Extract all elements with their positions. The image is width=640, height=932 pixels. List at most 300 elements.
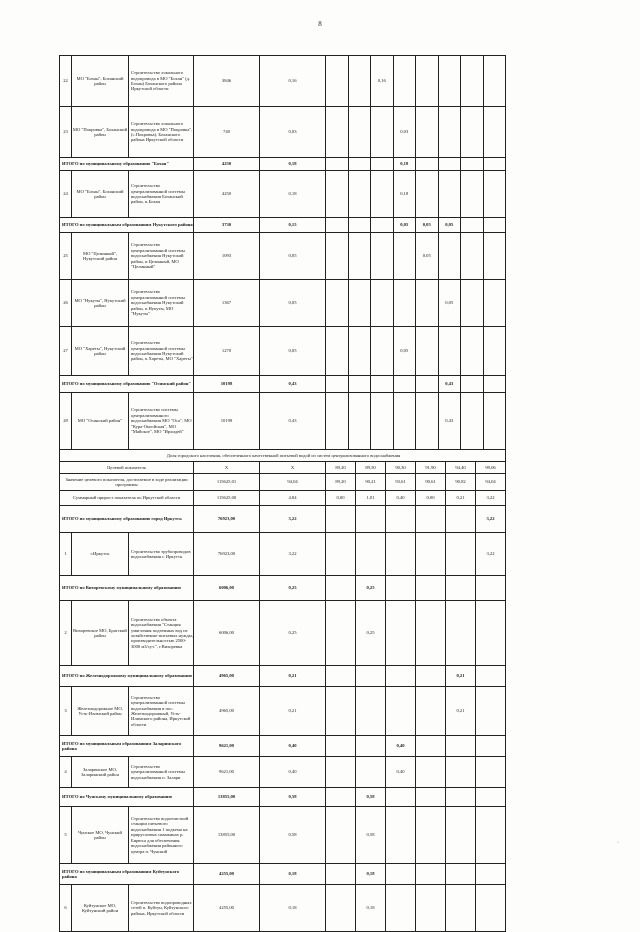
municipality-cell: Заларинское МО, Заларинский район — [72, 757, 129, 787]
cum-v2: 0,40 — [386, 491, 416, 505]
plan-v1: 90,21 — [356, 474, 386, 490]
table-row — [60, 807, 506, 864]
year-value-cell — [349, 393, 372, 449]
table-row — [60, 885, 506, 932]
cost-cell: 4250 — [194, 158, 260, 170]
year-value-cell: 0,58 — [356, 807, 386, 863]
cost-cell: 4965,00 — [194, 666, 260, 686]
indicator-cell: 0,05 — [260, 280, 326, 326]
year-value-cell — [476, 576, 506, 600]
cost-cell: 1270 — [194, 327, 260, 375]
plan-v4: 90,82 — [446, 474, 476, 490]
year-value-cell — [349, 376, 372, 392]
year-value-cell — [326, 107, 349, 157]
municipality-cell: г.Иркутск — [72, 533, 129, 575]
year-value-cell: 0,03 — [394, 107, 417, 157]
cost-cell: 10198 — [194, 393, 260, 449]
total-row — [60, 788, 506, 807]
row-number: 5 — [60, 807, 72, 863]
object-cell: Строительство трубопроводов водоснабжения г. Иркутск — [129, 533, 194, 575]
cost-cell: 740 — [194, 107, 260, 157]
object-cell: Строительство централизованной системы водоснабжения Боханский район, п.Бохан — [129, 171, 194, 217]
cum-v5: 3,22 — [476, 491, 506, 505]
year-value-cell — [326, 393, 349, 449]
year-value-cell — [484, 56, 507, 106]
plan-c2: 94,04 — [260, 474, 326, 490]
plan-v0: 89,20 — [326, 474, 356, 490]
year-value-cell — [326, 576, 356, 600]
year-value-cell — [326, 736, 356, 756]
year-value-cell — [484, 218, 507, 232]
municipality-cell: Чунское МО, Чунский район — [72, 807, 129, 863]
row-number: 2 — [60, 601, 72, 665]
indicator-cell: 0,18 — [260, 885, 326, 931]
year-value-cell — [476, 601, 506, 665]
row-number: 28 — [60, 393, 72, 449]
cum-row — [60, 491, 506, 506]
row-number: 23 — [60, 107, 72, 157]
year-value-cell — [326, 757, 356, 787]
year-value-cell — [416, 376, 439, 392]
year-value-cell — [416, 864, 446, 884]
section-title-row — [60, 450, 506, 462]
cum-v4: 0,21 — [446, 491, 476, 505]
year-value-cell — [386, 864, 416, 884]
table-row — [60, 601, 506, 666]
year-value-cell — [371, 233, 394, 279]
row-number: 24 — [60, 171, 72, 217]
year-value-cell — [326, 687, 356, 735]
indicator-cell: 0,25 — [260, 576, 326, 600]
indicator-cell: 0,03 — [260, 107, 326, 157]
object-cell: Строительство системы централизованного водоснабжения МО "Оса", МО "Кура-Онгойская", МО "Майское", МО "Ирхидей" — [129, 393, 194, 449]
year-value-cell — [439, 107, 462, 157]
total-row — [60, 218, 506, 233]
cost-cell: 13855,00 — [194, 788, 260, 806]
year-value-cell — [416, 327, 439, 375]
year-value-cell — [461, 327, 484, 375]
cum-v1: 1,01 — [356, 491, 386, 505]
table-row — [60, 56, 506, 107]
target-v4: 94,40 — [446, 462, 476, 473]
municipality-cell: МО "Хареты", Нукутский район — [72, 327, 129, 375]
year-value-cell — [326, 864, 356, 884]
municipality-cell: Куйтунское МО, Куйтунский район — [72, 885, 129, 931]
municipality-cell: МО "Нукуты", Нукутский район — [72, 280, 129, 326]
year-value-cell — [476, 885, 506, 931]
year-value-cell — [416, 280, 439, 326]
year-value-cell — [394, 376, 417, 392]
cum-c2: 4,84 — [260, 491, 326, 505]
total-row — [60, 376, 506, 393]
cost-cell: 76923,00 — [194, 506, 260, 532]
year-value-cell — [371, 393, 394, 449]
year-value-cell — [386, 666, 416, 686]
year-value-cell: 0,25 — [356, 576, 386, 600]
year-value-cell — [386, 788, 416, 806]
cost-cell: 13855,00 — [194, 807, 260, 863]
year-value-cell — [439, 327, 462, 375]
indicator-cell: 0,05 — [260, 233, 326, 279]
year-value-cell — [371, 171, 394, 217]
cost-cell: 3730 — [194, 218, 260, 232]
year-value-cell: 0,05 — [394, 218, 417, 232]
table-row — [60, 327, 506, 376]
year-value-cell — [326, 601, 356, 665]
indicator-cell: 0,40 — [260, 736, 326, 756]
year-value-cell — [484, 158, 507, 170]
year-value-cell — [446, 576, 476, 600]
year-value-cell — [416, 533, 446, 575]
year-value-cell — [386, 885, 416, 931]
year-value-cell — [371, 327, 394, 375]
year-value-cell — [484, 233, 507, 279]
year-value-cell — [349, 233, 372, 279]
indicator-cell: 0,18 — [260, 158, 326, 170]
target-c2: X — [260, 462, 326, 473]
year-value-cell — [416, 757, 446, 787]
year-value-cell — [416, 807, 446, 863]
target-v5: 99,06 — [476, 462, 506, 473]
year-value-cell: 0,16 — [371, 56, 394, 106]
object-cell: Строительство водопроводных сетей п. Куйтун, Куйтунского района, Иркутской области — [129, 885, 194, 931]
year-value-cell: 0,18 — [394, 171, 417, 217]
year-value-cell: 0,40 — [386, 736, 416, 756]
object-cell: Строительство централизованной системы водоснабжения Нукутский район, п.Нукуты, МО "Нукуты" — [129, 280, 194, 326]
object-cell: Строительство локального водопровода в МО "Покровка", (с.Покровка), Боханского района Иркутской области — [129, 107, 194, 157]
block-a — [60, 56, 506, 450]
year-value-cell — [386, 533, 416, 575]
year-value-cell — [416, 506, 446, 532]
year-value-cell: 0,25 — [356, 601, 386, 665]
cum-v3: 0,00 — [416, 491, 446, 505]
year-value-cell — [446, 807, 476, 863]
year-value-cell — [476, 864, 506, 884]
year-value-cell — [386, 807, 416, 863]
year-value-cell — [461, 376, 484, 392]
year-value-cell — [386, 601, 416, 665]
total-label: ИТОГО по муниципальным образованиям Нукутского района — [60, 218, 194, 232]
municipality-cell: МО "Осинский район" — [72, 393, 129, 449]
municipality-cell: МО "Бохан", Боханский район — [72, 171, 129, 217]
year-value-cell — [416, 158, 439, 170]
year-value-cell — [326, 327, 349, 375]
year-value-cell — [416, 788, 446, 806]
year-value-cell — [371, 158, 394, 170]
indicator-cell: 0,05 — [260, 327, 326, 375]
cost-cell: 76923,00 — [194, 533, 260, 575]
year-value-cell: 0,18 — [356, 885, 386, 931]
table-row — [60, 233, 506, 280]
cost-cell: 6006,00 — [194, 576, 260, 600]
total-label: ИТОГО по муниципальному образованию "Осинский район" — [60, 376, 194, 392]
year-value-cell — [349, 327, 372, 375]
year-value-cell — [326, 376, 349, 392]
year-value-cell — [446, 885, 476, 931]
cost-cell: 9621,00 — [194, 757, 260, 787]
year-value-cell: 3,22 — [476, 506, 506, 532]
year-value-cell — [386, 576, 416, 600]
cost-cell: 4255,00 — [194, 885, 260, 931]
row-number: 4 — [60, 757, 72, 787]
plan-row — [60, 474, 506, 491]
year-value-cell — [356, 506, 386, 532]
row-number: 3 — [60, 687, 72, 735]
year-value-cell — [356, 736, 386, 756]
year-value-cell — [394, 56, 417, 106]
table-row — [60, 280, 506, 327]
year-value-cell — [349, 158, 372, 170]
year-value-cell — [326, 171, 349, 217]
year-value-cell — [416, 576, 446, 600]
year-value-cell — [416, 666, 446, 686]
cum-label: Суммарный прирост показателя по Иркутской области — [60, 491, 194, 505]
year-value-cell — [356, 666, 386, 686]
indicator-cell: 0,58 — [260, 788, 326, 806]
row-number: 26 — [60, 280, 72, 326]
indicator-cell: 0,40 — [260, 757, 326, 787]
year-value-cell: 0,05 — [394, 327, 417, 375]
year-value-cell — [446, 736, 476, 756]
table-row — [60, 171, 506, 218]
year-value-cell — [416, 171, 439, 217]
total-label: ИТОГО по Вихоревскому муниципальному образованию — [60, 576, 194, 600]
total-row — [60, 736, 506, 757]
year-value-cell — [326, 506, 356, 532]
year-value-cell — [326, 218, 349, 232]
cum-c1: 115625,00 — [194, 491, 260, 505]
indicator-cell: 0,15 — [260, 218, 326, 232]
year-value-cell — [476, 736, 506, 756]
indicator-cell: 0,43 — [260, 376, 326, 392]
plan-label: Значение целевого показателя, достигаемое в ходе реализации программы — [60, 474, 194, 490]
year-value-cell: 0,18 — [394, 158, 417, 170]
target-v0: 89,20 — [326, 462, 356, 473]
year-value-cell — [416, 687, 446, 735]
object-cell: Строительство водоочистной станции питьевого водоснабжения 1 подъема на прирусловых скважинах р. Бирюса для обеспечения водоснабжения районного центра п. Чунский — [129, 807, 194, 863]
cost-cell: 4255,00 — [194, 864, 260, 884]
indicator-cell: 0,43 — [260, 393, 326, 449]
indicator-cell: 0,21 — [260, 687, 326, 735]
row-number: 27 — [60, 327, 72, 375]
table-row — [60, 393, 506, 450]
municipality-cell: Железнодорожное МО, Усть-Илимский район — [72, 687, 129, 735]
year-value-cell — [356, 757, 386, 787]
year-value-cell — [326, 158, 349, 170]
total-row — [60, 506, 506, 533]
year-value-cell — [416, 393, 439, 449]
year-value-cell — [484, 376, 507, 392]
year-value-cell — [356, 687, 386, 735]
scan-mark: · — [617, 840, 619, 846]
indicator-cell: 0,18 — [260, 864, 326, 884]
year-value-cell — [461, 107, 484, 157]
cost-cell: 10198 — [194, 376, 260, 392]
year-value-cell — [386, 506, 416, 532]
year-value-cell — [416, 56, 439, 106]
year-value-cell: 0,58 — [356, 788, 386, 806]
year-value-cell — [461, 158, 484, 170]
cost-cell: 4250 — [194, 171, 260, 217]
year-value-cell — [349, 280, 372, 326]
year-value-cell — [484, 393, 507, 449]
total-label: ИТОГО по муниципальному образованию город Иркутск — [60, 506, 194, 532]
year-value-cell — [371, 218, 394, 232]
block-b — [60, 506, 506, 932]
year-value-cell — [439, 158, 462, 170]
year-value-cell — [476, 757, 506, 787]
year-value-cell — [416, 736, 446, 756]
year-value-cell — [349, 56, 372, 106]
year-value-cell — [349, 107, 372, 157]
year-value-cell — [394, 233, 417, 279]
year-value-cell — [371, 376, 394, 392]
indicator-cell: 0,25 — [260, 601, 326, 665]
total-label: ИТОГО по муниципальным образованиям Заларинского района — [60, 736, 194, 756]
year-value-cell — [326, 233, 349, 279]
year-value-cell — [439, 233, 462, 279]
cost-cell: 1367 — [194, 280, 260, 326]
target-row — [60, 462, 506, 474]
table-row — [60, 757, 506, 788]
data-table — [59, 55, 506, 932]
plan-v5: 94,04 — [476, 474, 506, 490]
year-value-cell — [484, 280, 507, 326]
year-value-cell — [461, 233, 484, 279]
object-cell: Строительство централизованной системы водоснабжения п. Залари — [129, 757, 194, 787]
year-value-cell — [371, 280, 394, 326]
year-value-cell — [446, 506, 476, 532]
page-number: 8 — [318, 20, 322, 28]
year-value-cell: 3,22 — [476, 533, 506, 575]
year-value-cell — [446, 864, 476, 884]
total-label: ИТОГО по муниципальным образованиям Куйтунского района — [60, 864, 194, 884]
year-value-cell — [484, 327, 507, 375]
year-value-cell — [356, 533, 386, 575]
indicator-cell: 0,21 — [260, 666, 326, 686]
year-value-cell — [446, 601, 476, 665]
year-value-cell — [439, 171, 462, 217]
plan-c1: 115625,01 — [194, 474, 260, 490]
row-number: 6 — [60, 885, 72, 931]
cost-cell: 1093 — [194, 233, 260, 279]
year-value-cell — [416, 107, 439, 157]
year-value-cell — [476, 687, 506, 735]
year-value-cell: 0,40 — [386, 757, 416, 787]
year-value-cell — [386, 687, 416, 735]
plan-v3: 90,61 — [416, 474, 446, 490]
year-value-cell — [394, 393, 417, 449]
year-value-cell — [349, 218, 372, 232]
year-value-cell — [446, 788, 476, 806]
year-value-cell — [371, 107, 394, 157]
row-number: 25 — [60, 233, 72, 279]
year-value-cell — [326, 885, 356, 931]
total-row — [60, 576, 506, 601]
year-value-cell: 0,05 — [416, 218, 439, 232]
year-value-cell: 0,21 — [446, 666, 476, 686]
plan-v2: 93,61 — [386, 474, 416, 490]
year-value-cell: 0,05 — [439, 280, 462, 326]
year-value-cell — [461, 171, 484, 217]
year-value-cell: 0,21 — [446, 687, 476, 735]
indicator-cell: 3,22 — [260, 506, 326, 532]
municipality-cell: МО "Покровка", Боханский район — [72, 107, 129, 157]
year-value-cell — [416, 885, 446, 931]
total-label: ИТОГО по муниципальному образованию "Бохан" — [60, 158, 194, 170]
year-value-cell — [476, 788, 506, 806]
year-value-cell — [461, 56, 484, 106]
total-row — [60, 158, 506, 171]
target-v1: 89,50 — [356, 462, 386, 473]
year-value-cell — [326, 280, 349, 326]
total-label: ИТОГО по Чунскому муниципальному образованию — [60, 788, 194, 806]
year-value-cell — [439, 56, 462, 106]
year-value-cell — [461, 218, 484, 232]
year-value-cell — [484, 107, 507, 157]
section-title: Доля городского населения, обеспеченного качественной питьевой водой из систем централизованного водоснабжения — [60, 450, 506, 461]
year-value-cell — [326, 533, 356, 575]
table-row — [60, 107, 506, 158]
target-label: Целевой показатель — [60, 462, 194, 473]
year-value-cell — [461, 393, 484, 449]
object-cell: Строительство локального водопровода в МО "Бохан" (д. Бохан) Боханского района Иркутской области — [129, 56, 194, 106]
year-value-cell — [416, 601, 446, 665]
cost-cell: 6006,00 — [194, 601, 260, 665]
municipality-cell: МО "Бохан", Боханский район — [72, 56, 129, 106]
row-number: 1 — [60, 533, 72, 575]
target-c1: X — [194, 462, 260, 473]
cost-cell: 9621,00 — [194, 736, 260, 756]
year-value-cell — [326, 666, 356, 686]
target-v2: 90,30 — [386, 462, 416, 473]
object-cell: Строительство централизованной системы водоснабжения Нукутский район, п.Целинный, МО "Целинный" — [129, 233, 194, 279]
row-number: 22 — [60, 56, 72, 106]
object-cell: Строительство централизованной системы водоснабжения Нукутский район, п.Хареты, МО "Хареты" — [129, 327, 194, 375]
year-value-cell — [326, 788, 356, 806]
indicator-cell: 0,58 — [260, 807, 326, 863]
year-value-cell — [476, 807, 506, 863]
year-value-cell — [394, 280, 417, 326]
year-value-cell: 0,18 — [356, 864, 386, 884]
indicator-cell: 0,18 — [260, 171, 326, 217]
year-value-cell: 0,05 — [416, 233, 439, 279]
year-value-cell — [476, 666, 506, 686]
cost-cell: 4965,00 — [194, 687, 260, 735]
year-value-cell — [446, 533, 476, 575]
total-label: ИТОГО по Железнодорожному муниципальному образованию — [60, 666, 194, 686]
object-cell: Строительство объекта водоснабжения "Станция умягчения подземных вод из хозяйственно-питьевых нужды, производительностью 2500-3000 м3/сут.", г.Вихоревка — [129, 601, 194, 665]
target-v3: 91,90 — [416, 462, 446, 473]
total-row — [60, 864, 506, 885]
table-row — [60, 687, 506, 736]
year-value-cell — [349, 171, 372, 217]
year-value-cell — [484, 171, 507, 217]
year-value-cell — [326, 56, 349, 106]
year-value-cell: 0,43 — [439, 393, 462, 449]
year-value-cell — [446, 757, 476, 787]
cost-cell: 3846 — [194, 56, 260, 106]
municipality-cell: Вихоревское МО, Братский район — [72, 601, 129, 665]
object-cell: Строительство централизованной системы водоснабжения в пос. Железнодорожный, Усть-Илимского района, Иркутской области — [129, 687, 194, 735]
total-row — [60, 666, 506, 687]
table-row — [60, 533, 506, 576]
municipality-cell: МО "Целинный", Нукутский район — [72, 233, 129, 279]
year-value-cell: 0,43 — [439, 376, 462, 392]
indicator-cell: 3,22 — [260, 533, 326, 575]
cum-v0: 0,00 — [326, 491, 356, 505]
indicator-cell: 0,16 — [260, 56, 326, 106]
